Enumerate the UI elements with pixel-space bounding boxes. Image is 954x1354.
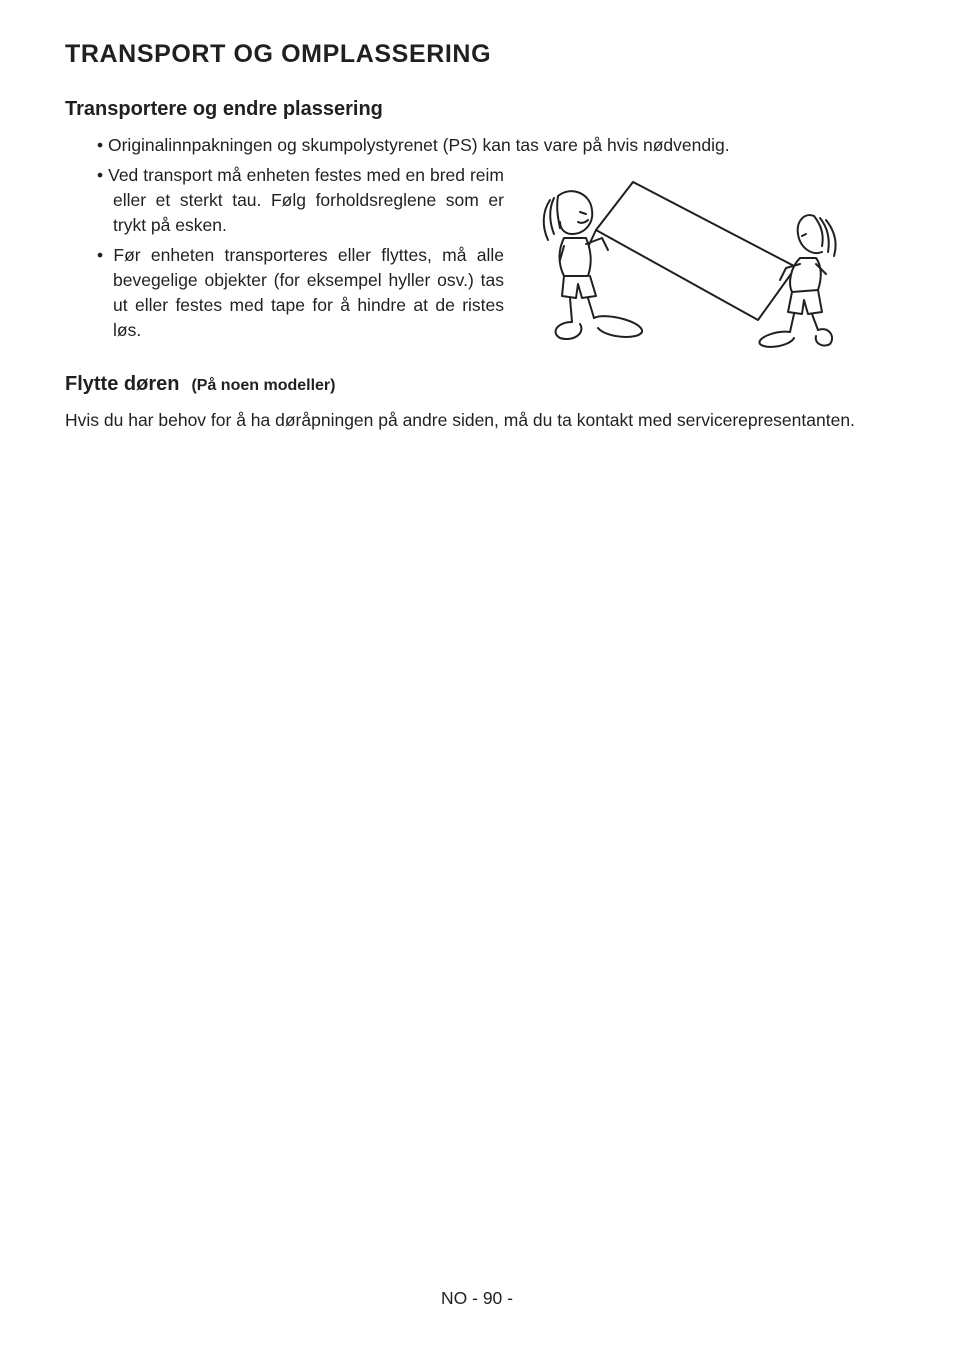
models-note: (På noen modeller) (191, 377, 336, 394)
section-heading-transport: Transportere og endre plassering (65, 98, 383, 120)
bullet-strap: • Ved transport må enheten festes med en bred reim eller et sterkt tau. Følg forholdsreglene som er trykt på esken. (97, 165, 504, 235)
section-heading-door (65, 371, 335, 399)
page-title: TRANSPORT OG OMPLASSERING (65, 40, 492, 68)
page-number: NO - 90 - (441, 1288, 513, 1308)
bullet-loose-objects: • Før enheten transporteres eller flyttes, må alle bevegelige objekter (for eksempel hyller osv.) tas ut eller festes med tape for å hindre at de ristes løs. (97, 245, 504, 340)
section-heading-door-text: Flytte døren (65, 373, 180, 395)
bullet-packaging: • Originalinnpakningen og skumpolystyrenet (PS) kan tas vare på hvis nødvendig. (97, 135, 730, 155)
two-people-carrying-appliance-icon (528, 172, 868, 357)
door-body-text: Hvis du har behov for å ha døråpningen på andre siden, må du ta kontakt med servicerepresentanten. (65, 410, 855, 430)
